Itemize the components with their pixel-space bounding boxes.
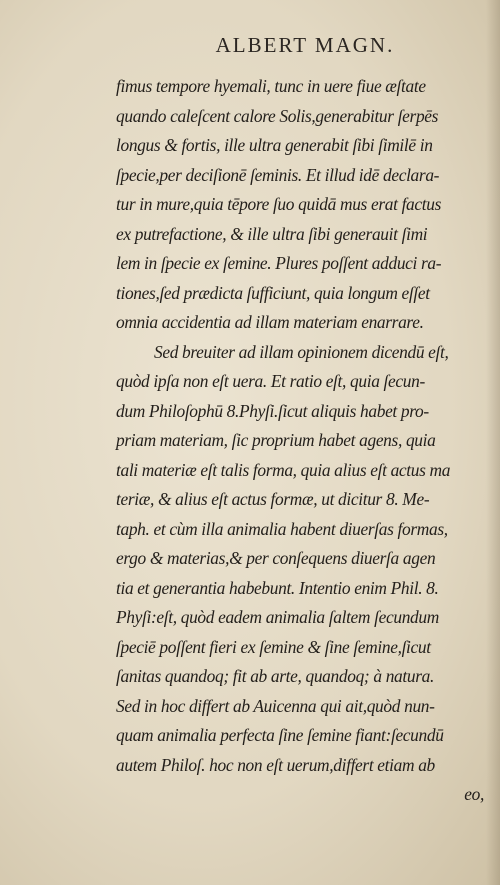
text-line: lem in ſpecie ex ſemine. Plures poſſent adduci ra- <box>116 253 442 273</box>
text-line: Sed in hoc differt ab Auicenna qui ait,quòd nun- <box>116 695 435 716</box>
text-line: quando caleſcent calore Solis,generabitur ſerpēs <box>116 105 439 126</box>
text-line: ergo & materias,& per conſequens diuerſa agen <box>116 548 436 568</box>
text-line: tia et generantia habebunt. Intentio enim Phil. 8. <box>116 577 439 598</box>
text-line-paragraph-start: Sed breuiter ad illam opinionem dicendū eſt, <box>154 341 449 362</box>
text-line: teriæ, & alius eſt actus formæ, ut dicitur 8. Me- <box>116 489 430 509</box>
text-line: omnia accidentia ad illam materiam enarrare. <box>116 312 424 332</box>
text-line: quam animalia perfecta ſine ſemine fiant:ſecundū <box>116 725 444 745</box>
body-text <box>116 72 492 810</box>
text-line: autem Philoſ. hoc non eſt uerum,differt etiam ab <box>116 754 435 775</box>
text-line: quòd ipſa non eſt uera. Et ratio eſt, quia ſecun- <box>116 371 425 391</box>
text-line: ſpeciē poſſent fieri ex ſemine & ſine ſemine,ſicut <box>116 636 431 657</box>
catchword: eo, <box>464 784 484 804</box>
text-line: ex putrefactione, & ille ultra ſibi generauit ſimi <box>116 223 428 244</box>
text-line: Phyſi:eſt, quòd eadem animalia ſaltem ſecundum <box>116 607 439 627</box>
text-line: fimus tempore hyemali, tunc in uere fiue æſtate <box>116 76 426 96</box>
text-line: longus & fortis, ille ultra generabit ſibi ſimilē in <box>116 135 433 155</box>
text-line: tur in mure,quia tēpore ſuo quidā mus erat factus <box>116 194 442 214</box>
running-head: ALBERT MAGN. <box>215 33 395 57</box>
text-line: tiones,ſed prædicta ſufficiunt, quia longum eſſet <box>116 282 430 303</box>
text-line: ſanitas quandoq; fit ab arte, quandoq; à natura. <box>116 666 434 686</box>
text-line: tali materiæ eſt talis forma, quia alius eſt actus ma <box>116 459 451 480</box>
text-line: taph. et cùm illa animalia habent diuerſas formas, <box>116 518 448 539</box>
text-line: priam materiam, ſic proprium habet agens, quia <box>116 430 436 450</box>
text-line: dum Philoſophū 8.Phyſi.ſicut aliquis habet pro- <box>116 400 429 421</box>
text-line: ſpecie,per deciſionē ſeminis. Et illud idē declara- <box>116 164 440 185</box>
